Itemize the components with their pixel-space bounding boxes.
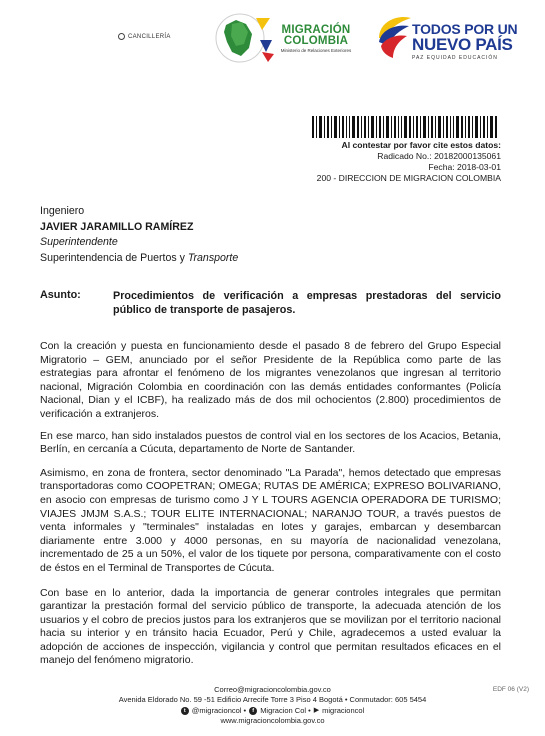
cite-note: Al contestar por favor cite estos datos: — [341, 140, 501, 150]
document-date: Fecha: 2018-03-01 — [428, 162, 501, 172]
footer — [0, 685, 545, 726]
subject-label: Asunto: — [40, 289, 81, 301]
radicado-number: Radicado No.: 20182000135061 — [377, 151, 501, 161]
footer-website: www.migracioncolombia.gov.co — [220, 716, 325, 725]
body-paragraph: En ese marco, han sido instalados puestos de control vial en los sectores de los Acacios, Betania, Berlín, en cercanía a Cúcuta, departamento de Norte de Santander. — [40, 429, 501, 456]
addressee-role: Superintendente — [40, 236, 118, 248]
todos-por-un-nuevo-pais-wordmark: TODOS POR UN NUEVO PAÍS PAZ EQUIDAD EDUCACIÓN — [412, 21, 518, 61]
body-paragraph: Asimismo, en zona de frontera, sector denominado "La Parada", hemos detectado que empresas transportadoras como COOPETRAN; OMEGA; RUTAS DE AMÉRICA; EXPRESO BOLIVARIANO, en asocio con empresas de turismo como J Y L TOURS AGENCIA OPERADORA DE TURISMO; VIAJES JMJM S.A.S.; TOUR ELITE INTERNACIONAL; NARANJO TOUR, a través puestos de venta informales y "terminales" instaladas en lotes y garajes, embarcan y desembarcan diariamente entre 3.000 y 4000 personas, en su mayoría de nacionalidad venezolana, incrementado de 25 a un 50%, el valor de los tiquete por persona, comparativamente con el costo de éstos en el Terminal de Transportes de Cúcuta. — [40, 466, 501, 574]
footer-social: t @migracioncol • f Migracion Col • ▶ migracioncol — [181, 706, 365, 716]
migracion-colombia-wordmark: MIGRACIÓN COLOMBIA Ministerio de Relaciones Exteriores — [280, 24, 352, 53]
reference-block — [317, 140, 501, 184]
twitter-icon: t — [181, 707, 189, 715]
subject-text: Procedimientos de verificación a empresas prestadoras del servicio público de transporte de pasajeros. — [113, 290, 501, 316]
seal-icon — [118, 33, 125, 40]
body-paragraph: Con base en lo anterior, dada la importancia de generar controles integrales que permitan garantizar la prestación formal del servicio público de transporte, la adecuada atención de los usuarios y el cobro de precios justos para los extranjeros que se movilizan por el territorio nacional hacia su interior y en tránsito hacia Ecuador, Perú y Chile, agradecemos a usted evaluar la adopción de acciones de inspección, vigilancia y control que permitan resultados eficaces en el manejo del fenómeno migratorio. — [40, 586, 501, 667]
footer-address: Avenida Eldorado No. 59 -51 Edificio Arrecife Torre 3 Piso 4 Bogotá • Conmutador: 605 5454 — [118, 695, 427, 704]
cancilleria-label: CANCILLERÍA — [118, 33, 171, 40]
form-code: EDF 06 (V2) — [492, 686, 529, 693]
facebook-icon: f — [249, 707, 257, 715]
addressee-block — [40, 204, 238, 266]
todos-por-un-nuevo-pais-logo — [375, 12, 415, 64]
letter-body — [40, 340, 501, 676]
addressee-name: JAVIER JARAMILLO RAMÍREZ — [40, 220, 194, 233]
body-paragraph: Con la creación y puesta en funcionamiento desde el pasado 8 de febrero del Grupo Especial Migratorio – GEM, anunciado por el señor Presidente de la República como parte de las estrategias para afrontar el fenómeno de los migrantes venezolanos que ingresan al territorio nacional, Migración Colombia en coordinación con las demás entidades conformantes (Policía Nacional, Dian y el ICBF), ha realizado más de dos mil ochocientos (2.800) procedimientos de verificación a extranjeros. — [40, 340, 501, 420]
youtube-icon: ▶ — [313, 707, 320, 714]
footer-email: Correo@migracioncolombia.gov.co — [214, 685, 331, 694]
barcode — [312, 116, 497, 138]
addressee-title: Ingeniero — [40, 205, 85, 217]
addressee-organization: Superintendencia de Puertos y Transporte — [40, 251, 239, 264]
dependency: 200 - DIRECCION DE MIGRACION COLOMBIA — [316, 173, 501, 183]
